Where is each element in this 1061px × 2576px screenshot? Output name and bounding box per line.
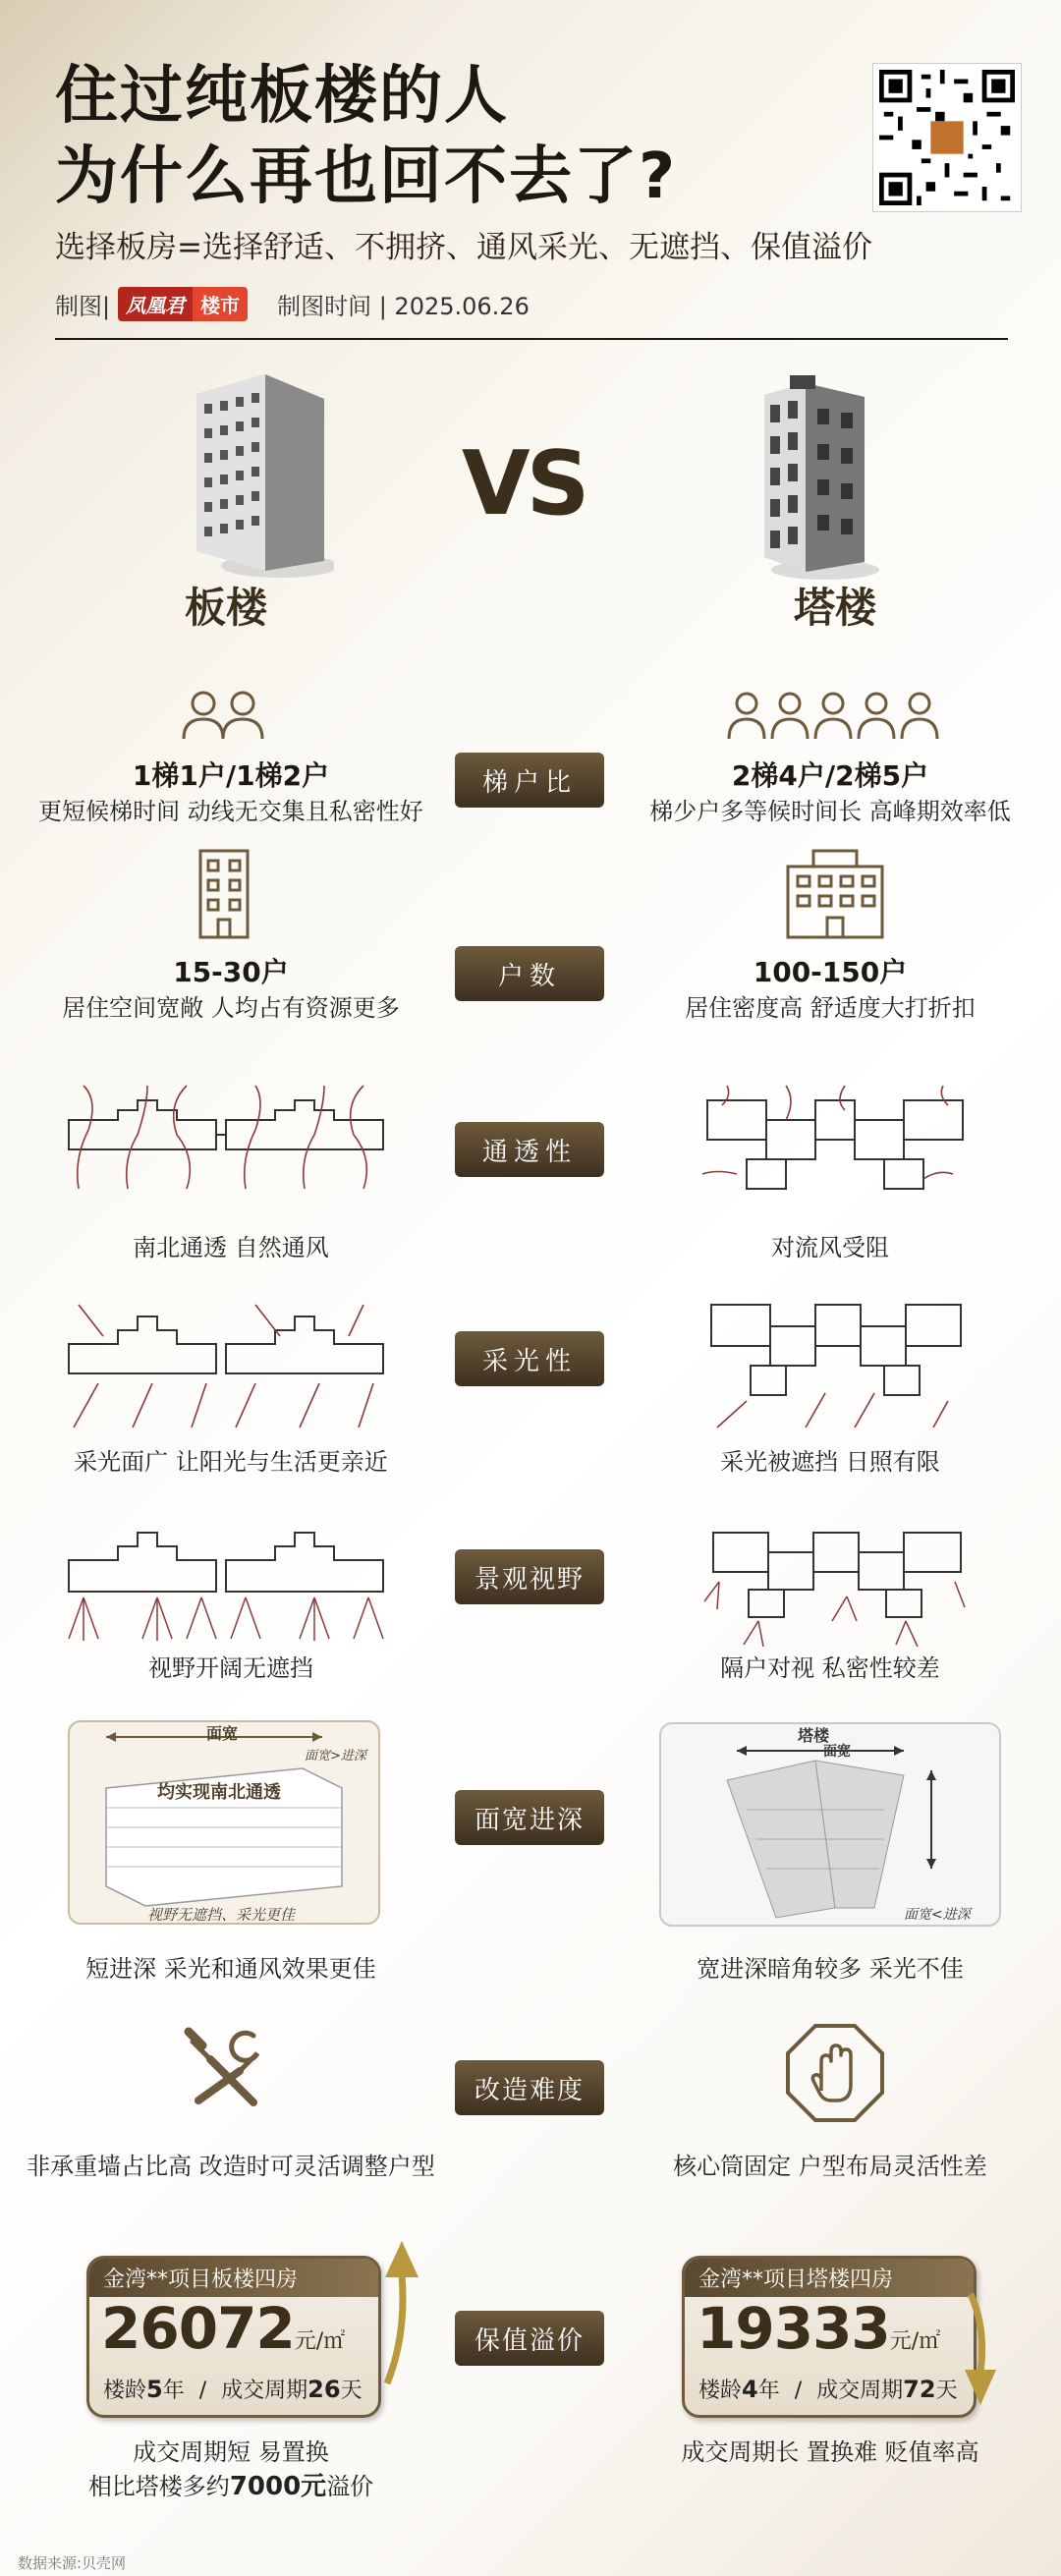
row1-right-head: 2梯4户/2梯5户 xyxy=(731,759,929,792)
row6-right-desc: 宽进深暗角较多 采光不佳 xyxy=(697,1955,964,1983)
tower-building-icon xyxy=(747,375,884,582)
row5-left-desc: 视野开阔无遮挡 xyxy=(148,1654,313,1682)
row7-left-desc: 非承重墙占比高 改造时可灵活调整户型 xyxy=(27,2153,435,2180)
slab-building-icon xyxy=(177,369,334,581)
title-line-2: 为什么再也回不去了? xyxy=(55,140,678,213)
row3-right-desc: 对流风受阻 xyxy=(771,1234,889,1261)
slab-title: 板楼 xyxy=(184,584,267,632)
slab-price-tag: 金湾**项目板楼四房 xyxy=(89,2259,378,2297)
tower-price-meta: 楼龄4年 / 成交周期72天 xyxy=(698,2376,958,2403)
row1-left-desc: 更短候梯时间 动线无交集且私密性好 xyxy=(38,798,423,825)
tower-unit-icon xyxy=(784,847,886,941)
right-width-label: 面宽 xyxy=(823,1744,851,1760)
row3-left-desc: 南北通透 自然通风 xyxy=(133,1234,329,1261)
stop-hand-icon xyxy=(784,2022,886,2124)
title-line-1: 住过纯板楼的人 xyxy=(55,60,509,133)
tower-price-tag: 金湾**项目塔楼四房 xyxy=(685,2259,974,2297)
row-label-view: 景观视野 xyxy=(455,1549,604,1604)
qr-code[interactable] xyxy=(872,63,1022,212)
row4-left-desc: 采光面广 让阳光与生活更亲近 xyxy=(74,1448,388,1476)
left-bottom-label: 视野无遮挡、采光更佳 xyxy=(147,1906,296,1924)
row-label-renovation: 改造难度 xyxy=(455,2060,604,2115)
slab-price-value: 26072元/㎡ xyxy=(101,2295,346,2362)
tower-price-value: 19333元/㎡ xyxy=(697,2295,941,2362)
row8-left-desc: 成交周期短 易置换 xyxy=(133,2438,329,2466)
data-source: 数据来源:贝壳网 xyxy=(18,2554,127,2572)
tools-icon xyxy=(181,2024,269,2112)
chart-date: 制图时间 | 2025.06.26 xyxy=(277,293,530,320)
slab-ventilation-plan xyxy=(59,1081,393,1199)
row2-right-head: 100-150户 xyxy=(753,956,908,988)
row2-right-desc: 居住密度高 舒适度大打折扣 xyxy=(685,994,976,1022)
tower-title: 塔楼 xyxy=(793,584,876,632)
row6-left-desc: 短进深 采光和通风效果更佳 xyxy=(85,1955,376,1983)
row5-right-desc: 隔户对视 私密性较差 xyxy=(720,1654,940,1682)
down-arrow-icon xyxy=(959,2289,1002,2407)
row4-right-desc: 采光被遮挡 日照有限 xyxy=(720,1448,940,1476)
row8-right-desc: 成交周期长 置换难 贬值率高 xyxy=(681,2438,979,2466)
row1-left-head: 1梯1户/1梯2户 xyxy=(132,759,330,792)
people-five-icon xyxy=(725,688,941,747)
left-depth-label: 面宽>进深 xyxy=(305,1749,366,1764)
slab-price-meta: 楼龄5年 / 成交周期26天 xyxy=(103,2376,363,2403)
row-label-value: 保值溢价 xyxy=(455,2311,604,2366)
row1-right-desc: 梯少户多等候时间长 高峰期效率低 xyxy=(649,798,1011,825)
left-center-label: 均实现南北通透 xyxy=(157,1782,281,1803)
left-width-label: 面宽 xyxy=(206,1724,239,1743)
row-label-lighting: 采光性 xyxy=(455,1331,604,1386)
tower-view-plan xyxy=(699,1523,975,1651)
row-label-units: 户数 xyxy=(455,946,604,1001)
brand-logo: 凤凰君 楼市 xyxy=(118,288,248,321)
vs-label: VS xyxy=(462,432,586,535)
people-two-icon xyxy=(179,688,267,747)
slab-unit-icon xyxy=(196,847,251,941)
header-divider xyxy=(55,338,1008,340)
slab-lighting-plan xyxy=(59,1295,393,1432)
credit-line xyxy=(55,287,530,321)
qr-code-icon xyxy=(879,70,1015,205)
row-label-ventilation: 通透性 xyxy=(455,1122,604,1177)
tower-lighting-plan xyxy=(698,1295,973,1432)
tower-ventilation-plan xyxy=(698,1081,973,1199)
subtitle: 选择板房=选择舒适、不拥挤、通风采光、无遮挡、保值溢价 xyxy=(55,230,872,265)
up-arrow-icon xyxy=(377,2236,426,2393)
credit-label: 制图| xyxy=(55,293,111,320)
tower-price-card xyxy=(682,2256,977,2418)
row-label-depth: 面宽进深 xyxy=(455,1790,604,1845)
slab-view-plan xyxy=(59,1521,393,1649)
row2-left-desc: 居住空间宽敞 人均占有资源更多 xyxy=(62,994,400,1022)
row2-left-head: 15-30户 xyxy=(173,956,289,988)
row-label-ratio: 梯户比 xyxy=(455,753,604,808)
right-diagram-title: 塔楼 xyxy=(798,1726,830,1745)
slab-price-card xyxy=(86,2256,381,2418)
right-bottom-label: 面宽<进深 xyxy=(904,1907,971,1923)
row8-left-premium: 相比塔楼多约7000元溢价 xyxy=(87,2472,374,2501)
row7-right-desc: 核心筒固定 户型布局灵活性差 xyxy=(673,2153,987,2180)
